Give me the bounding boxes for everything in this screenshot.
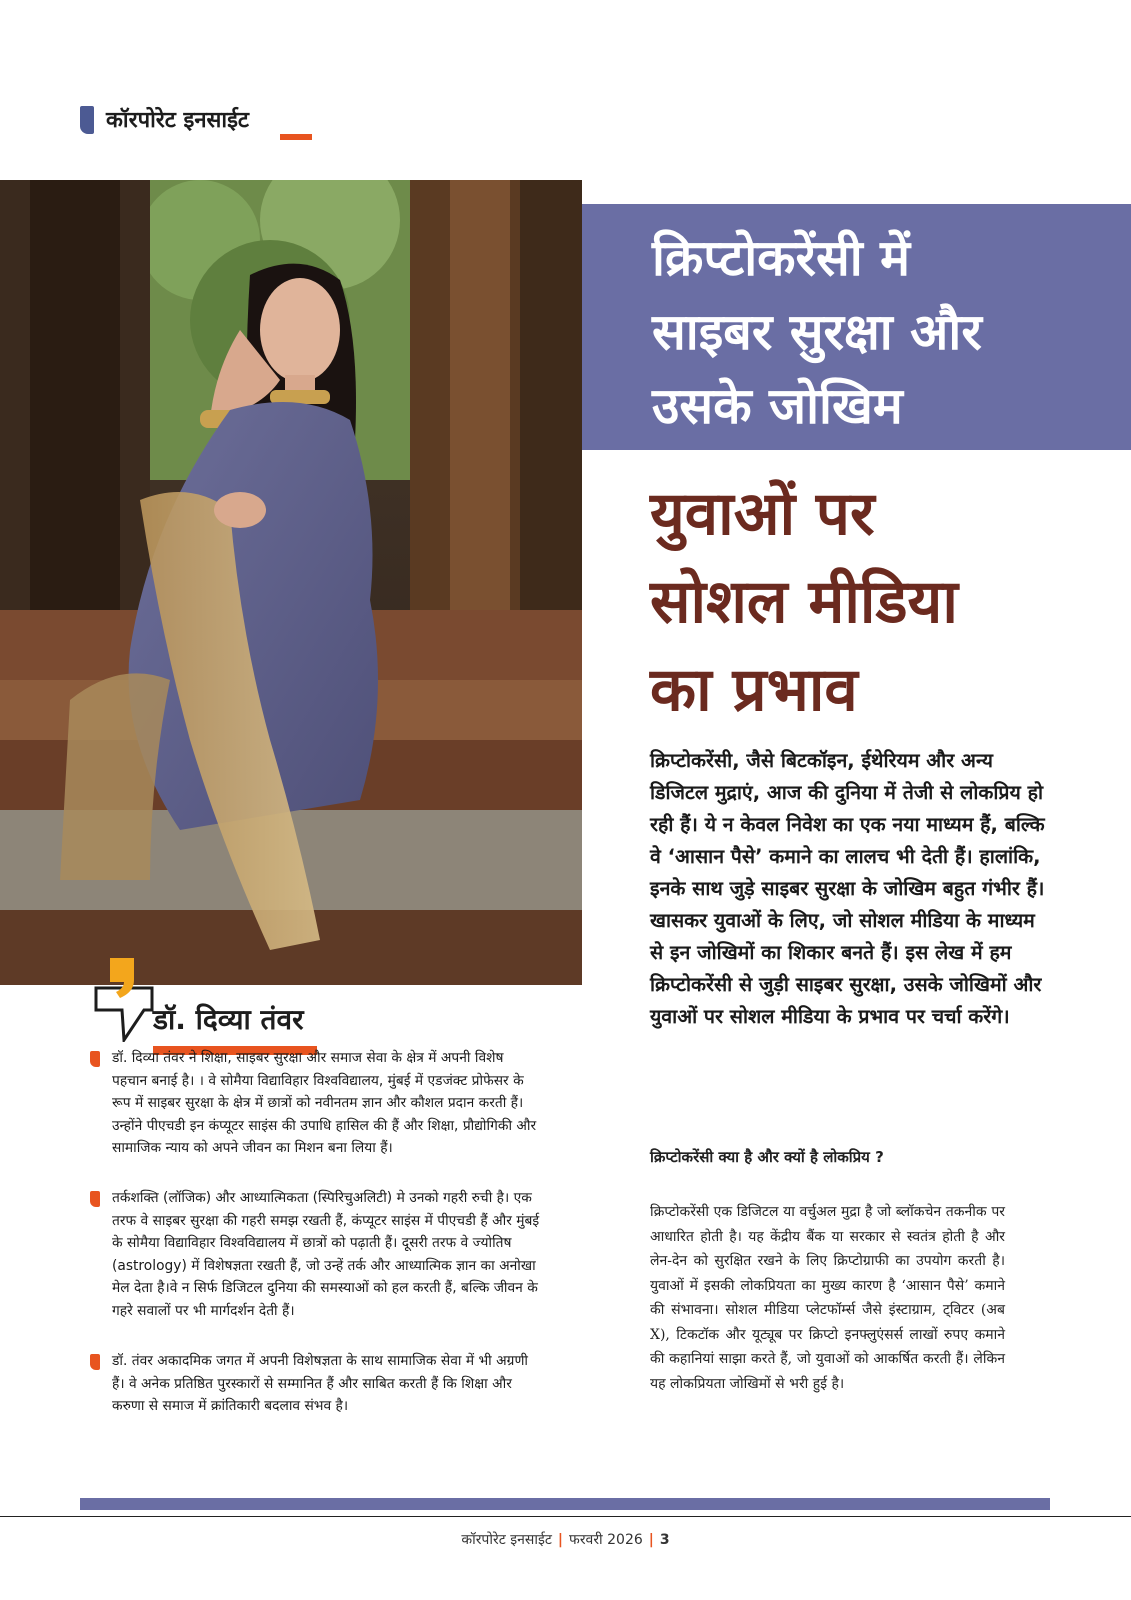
author-name: डॉ. दिव्या तंवर — [153, 1003, 304, 1036]
article-title-block — [582, 204, 1131, 450]
author-bio-3 — [112, 1350, 542, 1418]
author-bio-1 — [112, 1047, 542, 1160]
page-footer — [0, 1530, 1131, 1549]
section-header — [80, 104, 400, 144]
footer-issue: फरवरी 2026 — [569, 1532, 643, 1548]
author-bio-2 — [112, 1187, 542, 1323]
bio-text: डॉ. तंवर अकादमिक जगत में अपनी विशेषज्ञता के साथ सामाजिक सेवा में भी अग्रणी हैं। वे अनेक प्रतिष्ठित पुरस्कारों से सम्मानित हैं और साबित करती हैं कि शिक्षा और करुणा से समाज में क्रांतिकारी बदलाव संभव है। — [112, 1353, 529, 1415]
section-underline — [280, 134, 312, 140]
intro-paragraph: क्रिप्टोकरेंसी, जैसे बिटकॉइन, ईथेरियम और अन्य डिजिटल मुद्राएं, आज की दुनिया में तेजी से लोकप्रिय हो रही हैं। ये न केवल निवेश का एक नया माध्यम हैं, बल्कि वे ‘आसान पैसे’ कमाने का लालच भी देती हैं। हालांकि, इनके साथ जुड़े साइबर सुरक्षा के जोखिम बहुत गंभीर हैं। खासकर युवाओं के लिए, जो सोशल मीडिया के माध्यम से इन जोखिमों का शिकार बनते हैं। इस लेख में हम क्रिप्टोकरेंसी से जुड़ी साइबर सुरक्षा, उसके जोखिमों और युवाओं पर सोशल मीडिया के प्रभाव पर चर्चा करेंगे। — [650, 749, 1045, 1028]
bullet-icon — [90, 1051, 100, 1067]
title-line-2: साइबर सुरक्षा और — [652, 303, 982, 361]
title-line-1: क्रिप्टोकरेंसी में — [652, 229, 911, 287]
bullet-icon — [90, 1354, 100, 1370]
subtitle-line-1: युवाओं पर — [650, 479, 875, 549]
body-paragraph: क्रिप्टोकरेंसी एक डिजिटल या वर्चुअल मुद्रा है जो ब्लॉकचेन तकनीक पर आधारित होती है। यह केंद्रीय बैंक या सरकार से स्वतंत्र होती है और लेन-देन को सुरक्षित रखने के लिए क्रिप्टोग्राफी का उपयोग करती है। युवाओं में इसकी लोकप्रियता का मुख्य कारण है ‘आसान पैसे’ कमाने की संभावना। सोशल मीडिया प्लेटफॉर्म्स जैसे इंस्टाग्राम, ट्विटर (अब X), टिकटॉक और यूट्यूब पर क्रिप्टो इनफ्लुएंसर्स लाखों रुपए कमाने की कहानियां साझा करते हैं, जो युवाओं को आकर्षित करती हैं। लेकिन यह लोकप्रियता जोखिमों से भरी हुई है। — [650, 1204, 1005, 1392]
article-intro — [650, 745, 1050, 1033]
footer-rule — [0, 1516, 1131, 1517]
section-label: कॉरपोरेट इनसाईट — [106, 108, 250, 133]
author-photo — [0, 180, 582, 985]
footer-bar — [80, 1498, 1050, 1510]
body-text-right — [650, 1200, 1005, 1396]
bullet-icon — [90, 1191, 100, 1207]
footer-publication: कॉरपोरेट इनसाईट — [461, 1532, 552, 1548]
section-heading-crypto-popular: क्रिप्टोकरेंसी क्या है और क्यों है लोकप्रिय ? — [650, 1148, 884, 1166]
footer-separator: | — [648, 1532, 654, 1548]
bio-text: तर्कशक्ति (लॉजिक) और आध्यात्मिकता (स्पिरिचुअलिटी) मे उनको गहरी रुची है। एक तरफ वे साइबर सुरक्षा की गहरी समझ रखती हैं, कंप्यूटर साइंस में पीएचडी हैं और मुंबई के सोमैया विद्याविहार विश्वविद्यालय में छात्रों को पढ़ाती हैं। दूसरी तरफ वे ज्योतिष (astrology) में विशेषज्ञता रखती हैं, जो उन्हें तर्क और आध्यात्मिक ज्ञान का अनोखा मेल देता है।वे न सिर्फ डिजिटल दुनिया की समस्याओं को हल करती हैं, बल्कि जीवन के गहरे सवालों पर भी मार्गदर्शन देती हैं। — [112, 1190, 540, 1319]
page-number: 3 — [659, 1532, 670, 1548]
subtitle-line-3: का प्रभाव — [650, 655, 858, 725]
bio-text: डॉ. दिव्या तंवर ने शिक्षा, साइबर सुरक्षा और समाज सेवा के क्षेत्र में अपनी विशेष पहचान बनाई है। । वे सोमैया विद्याविहार विश्वविद्यालय, मुंबई में एडजंक्ट प्रोफेसर के रूप में साइबर सुरक्षा के क्षेत्र में छात्रों को नवीनतम ज्ञान और कौशल प्रदान करती हैं।उन्होंने पीएचडी इन कंप्यूटर साइंस की उपाधि हासिल की हैं और शिक्षा, प्रौद्योगिकी और सामाजिक न्याय को अपने जीवन का मिशन बना लिया हैं। — [112, 1050, 537, 1157]
portrait-photo-illustration — [0, 180, 582, 985]
footer-separator: | — [557, 1532, 564, 1548]
section-marker-icon — [80, 106, 94, 134]
quote-icon — [94, 958, 156, 1042]
title-line-3: उसके जोखिम — [652, 377, 903, 435]
subtitle-line-2: सोशल मीडिया — [650, 567, 958, 637]
